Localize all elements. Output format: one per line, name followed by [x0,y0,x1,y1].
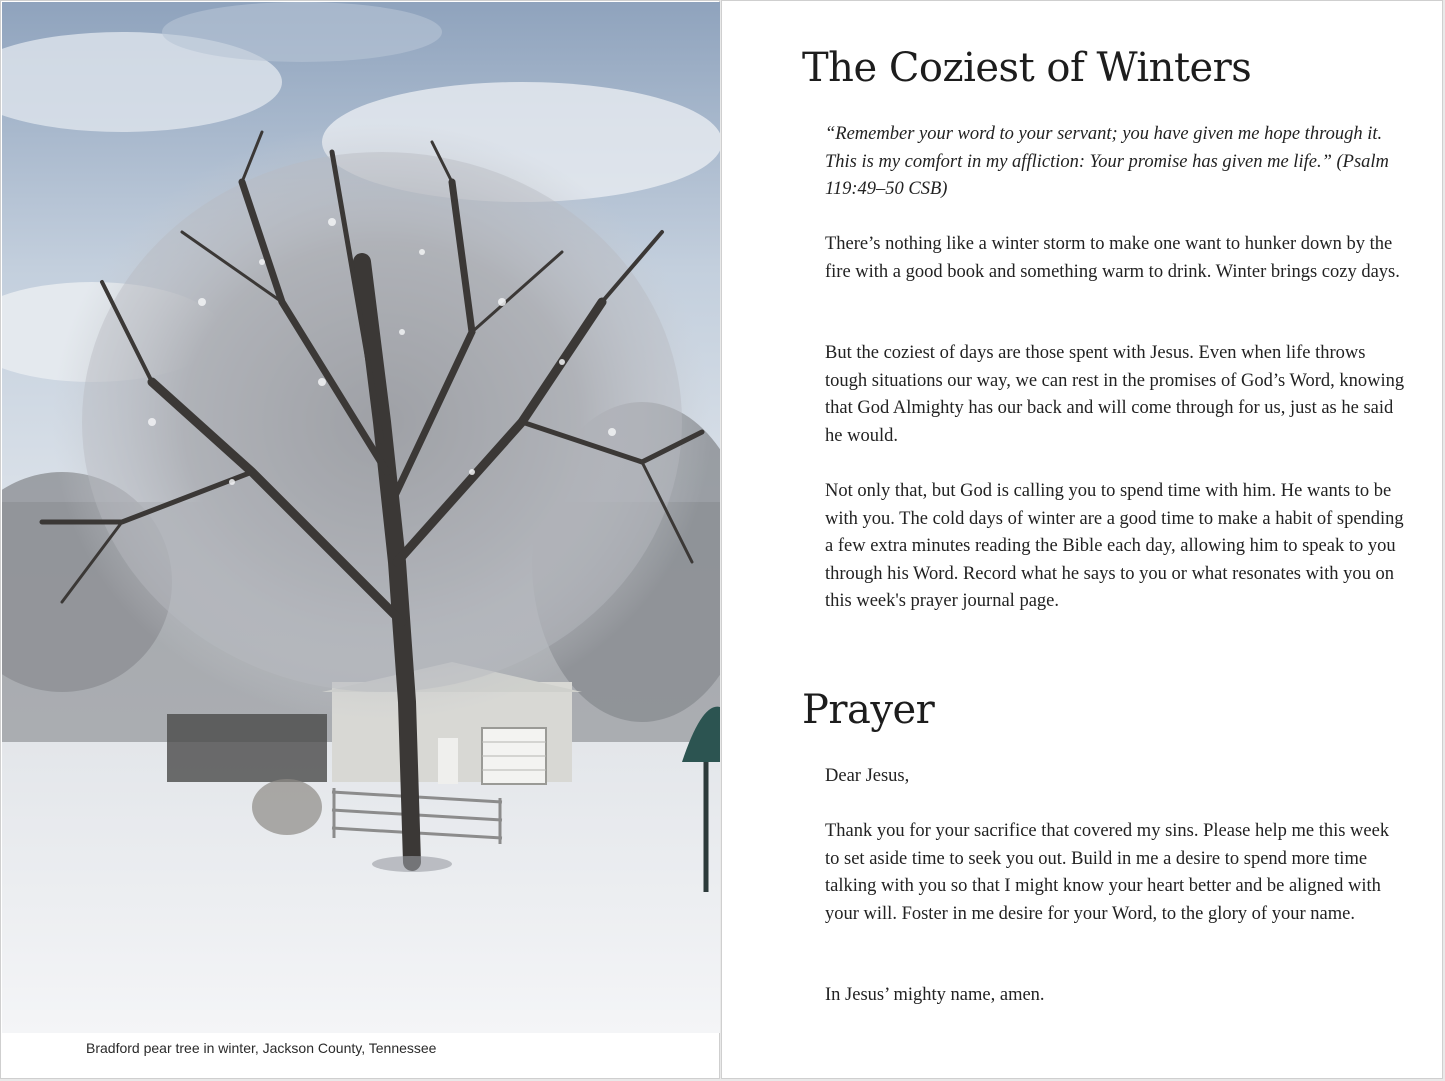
body-paragraph: Not only that, but God is calling you to spend time with him. He wants to be with you. The cold days of winter are a good time to make a habit of spending a few extra minutes reading the Bible each day, allowing him to speak to you through his Word. Record what he says to you or what resonates with you on this week's prayer journal page. [825,481,1404,611]
body-paragraph: There’s nothing like a winter storm to make one want to hunker down by the fire with a good book and something warm to drink. Winter brings cozy days. [825,234,1400,282]
prayer-salutation: Dear Jesus, [825,766,910,786]
body-paragraph: But the coziest of days are those spent with Jesus. Even when life throws tough situations our way, we can rest in the promises of God’s Word, knowing that God Almighty has our back and will come through for us, just as he said he would. [825,343,1405,446]
left-page [0,0,720,1079]
prayer-heading: Prayer [802,687,935,733]
photo-caption: Bradford pear tree in winter, Jackson County, Tennessee [86,1040,437,1056]
prayer-body: Thank you for your sacrifice that covered my sins. Please help me this week to set aside time to seek you out. Build in me a desire to spend more time talking with you so that I might know your heart better and be aligned with your will. Foster in me desire for your Word, to the glory of your name. [825,821,1390,924]
article-title: The Coziest of Winters [802,45,1252,91]
prayer-closing: In Jesus’ mighty name, amen. [825,985,1045,1005]
scripture-verse: “Remember your word to your servant; you have given me hope through it. This is my comfort in my affliction: Your promise has given me life.” (Psalm 119:49–50 CSB) [825,124,1389,199]
winter-tree-photo [2,2,720,1033]
right-page [721,0,1443,1079]
